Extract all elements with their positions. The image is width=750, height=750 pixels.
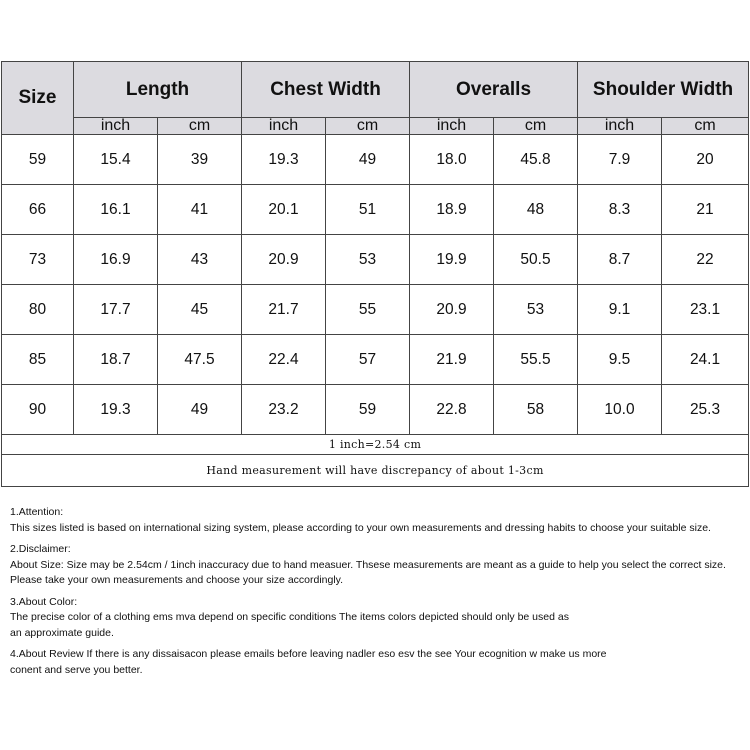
unit-cell: inch	[578, 118, 662, 135]
size-cell: 59	[2, 135, 74, 185]
measurement-cell: 17.7	[74, 285, 158, 335]
measurement-cell: 19.9	[410, 235, 494, 285]
measurement-cell: 9.1	[578, 285, 662, 335]
measurement-cell: 45	[158, 285, 242, 335]
measurement-cell: 43	[158, 235, 242, 285]
size-rows	[2, 135, 749, 435]
measurement-cell: 22	[662, 235, 749, 285]
measurement-cell: 48	[494, 185, 578, 235]
measurement-cell: 19.3	[242, 135, 326, 185]
table-row	[2, 285, 749, 335]
measurement-cell: 19.3	[74, 385, 158, 435]
header-shoulder-width: Shoulder Width	[578, 62, 749, 118]
measurement-cell: 23.2	[242, 385, 326, 435]
measurement-cell: 45.8	[494, 135, 578, 185]
unit-cell: cm	[158, 118, 242, 135]
measurement-cell: 21.7	[242, 285, 326, 335]
measurement-cell: 53	[326, 235, 410, 285]
size-cell: 73	[2, 235, 74, 285]
measurement-cell: 41	[158, 185, 242, 235]
measurement-cell: 55	[326, 285, 410, 335]
size-chart-table	[1, 61, 749, 487]
measurement-cell: 24.1	[662, 335, 749, 385]
measurement-cell: 20.9	[242, 235, 326, 285]
measurement-cell: 20	[662, 135, 749, 185]
unit-cell: cm	[662, 118, 749, 135]
table-row	[2, 385, 749, 435]
measurement-cell: 59	[326, 385, 410, 435]
measurement-cell: 15.4	[74, 135, 158, 185]
conversion-note: 1 inch=2.54 cm	[2, 435, 749, 455]
unit-cell: inch	[74, 118, 158, 135]
measurement-cell: 25.3	[662, 385, 749, 435]
measurement-cell: 50.5	[494, 235, 578, 285]
measurement-cell: 51	[326, 185, 410, 235]
measurement-cell: 10.0	[578, 385, 662, 435]
table-row	[2, 185, 749, 235]
measurement-cell: 18.9	[410, 185, 494, 235]
measurement-cell: 49	[158, 385, 242, 435]
measurement-cell: 58	[494, 385, 578, 435]
attention-note: 1.Attention: This sizes listed is based on international sizing system, please according to your own measurements and dressing habits to choose your suitable size.	[10, 506, 711, 534]
measurement-cell: 55.5	[494, 335, 578, 385]
measurement-cell: 18.0	[410, 135, 494, 185]
measurement-cell: 21	[662, 185, 749, 235]
unit-cell: inch	[410, 118, 494, 135]
measurement-cell: 21.9	[410, 335, 494, 385]
review-note: 4.About Review If there is any dissaisacon please emails before leaving nadler eso esv the see Your ecognition w make us more conent and serve you better.	[10, 648, 607, 676]
disclaimer-note: 2.Disclaimer: About Size: Size may be 2.54cm / 1inch inaccuracy due to hand measuer. Thsese measurements are meant as a guide to help you select the correct size. Please take your own measurements and choose your size accordingly.	[10, 543, 726, 586]
measurement-cell: 49	[326, 135, 410, 185]
measurement-cell: 39	[158, 135, 242, 185]
measurement-cell: 47.5	[158, 335, 242, 385]
table-row	[2, 335, 749, 385]
measurement-note-row	[2, 455, 749, 487]
header-chest-width: Chest Width	[242, 62, 410, 118]
table-row	[2, 135, 749, 185]
measurement-cell: 9.5	[578, 335, 662, 385]
unit-cell: cm	[326, 118, 410, 135]
measurement-cell: 18.7	[74, 335, 158, 385]
conversion-note-row	[2, 435, 749, 455]
measurement-cell: 22.8	[410, 385, 494, 435]
measurement-cell: 8.7	[578, 235, 662, 285]
measurement-note: Hand measurement will have discrepancy of about 1-3cm	[2, 455, 749, 487]
measurement-cell: 22.4	[242, 335, 326, 385]
measurement-cell: 20.1	[242, 185, 326, 235]
header-row	[2, 62, 749, 118]
unit-cell: cm	[494, 118, 578, 135]
measurement-cell: 7.9	[578, 135, 662, 185]
unit-cell: inch	[242, 118, 326, 135]
color-note: 3.About Color: The precise color of a clothing ems mva depend on specific conditions The items colors depicted should only be used as an approximate guide.	[10, 595, 569, 639]
size-cell: 66	[2, 185, 74, 235]
measurement-cell: 8.3	[578, 185, 662, 235]
size-cell: 85	[2, 335, 74, 385]
measurement-cell: 23.1	[662, 285, 749, 335]
notes-section	[10, 505, 745, 684]
measurement-cell: 20.9	[410, 285, 494, 335]
size-cell: 90	[2, 385, 74, 435]
measurement-cell: 16.9	[74, 235, 158, 285]
size-cell: 80	[2, 285, 74, 335]
measurement-cell: 16.1	[74, 185, 158, 235]
header-overalls: Overalls	[410, 62, 578, 118]
table-row	[2, 235, 749, 285]
measurement-cell: 57	[326, 335, 410, 385]
header-length: Length	[74, 62, 242, 118]
unit-row	[2, 118, 749, 135]
header-size: Size	[2, 62, 74, 135]
measurement-cell: 53	[494, 285, 578, 335]
